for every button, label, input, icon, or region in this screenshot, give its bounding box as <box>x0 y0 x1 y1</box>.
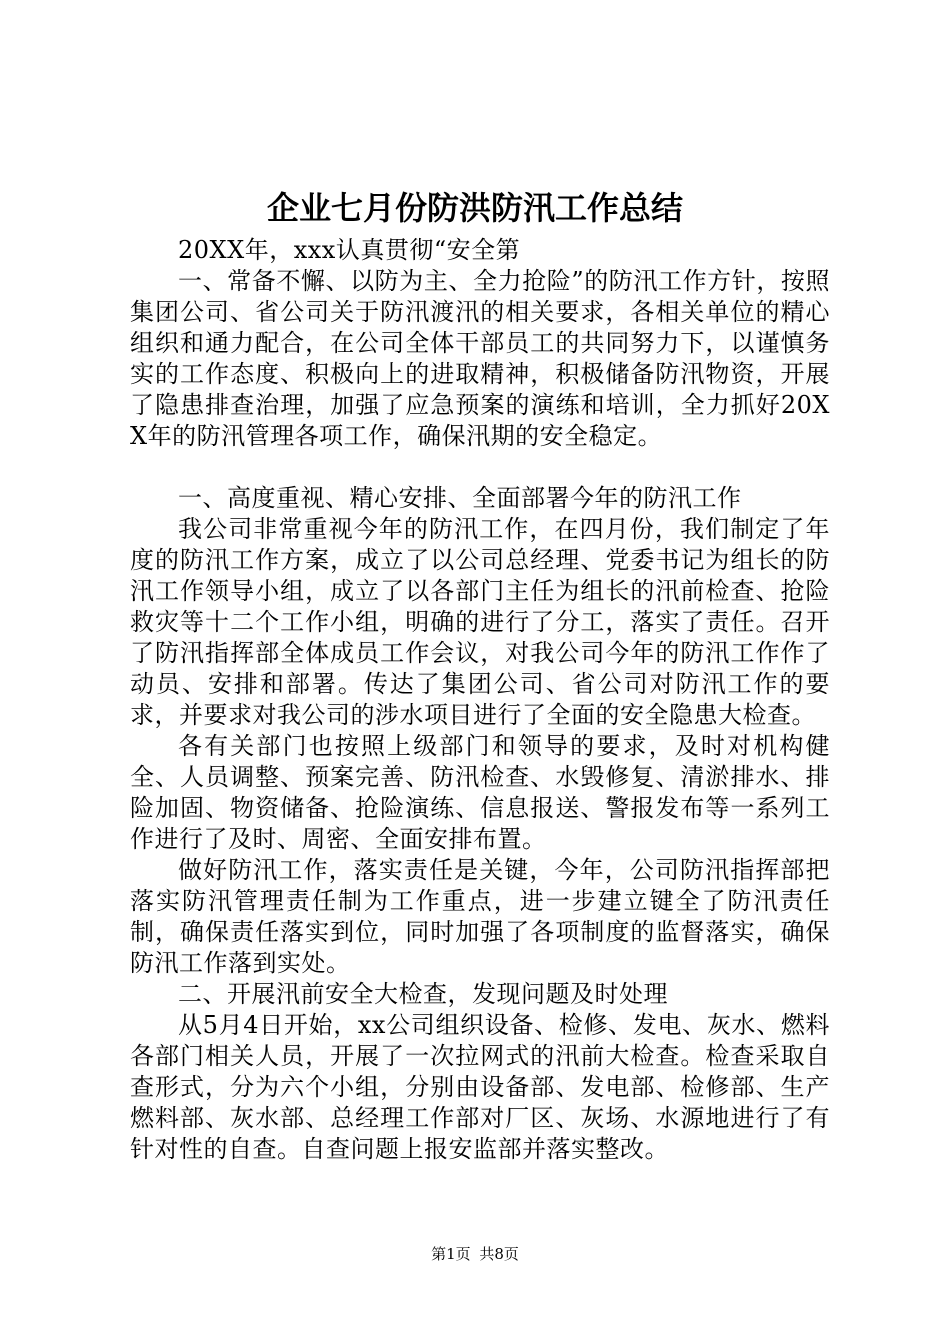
section-heading-1: 一、高度重视、精心安排、全面部署今年的防汛工作 <box>178 484 742 512</box>
paragraph-section-1-c: 做好防汛工作，落实责任是关键，今年，公司防汛指挥部把落实防汛管理责任制为工作重点，进一步建立键全了防汛责任制，确保责任落实到位，同时加强了各项制度的监督落实，确保防汛工作落到实处。 <box>130 856 830 977</box>
page-total: 共8页 <box>479 1245 519 1263</box>
document-title: 企业七月份防洪防汛工作总结 <box>266 189 683 227</box>
document-body <box>130 235 830 1165</box>
page-footer <box>0 1243 950 1265</box>
paragraph-section-2-a: 从5月4日开始，xx公司组织设备、检修、发电、灰水、燃料各部门相关人员，开展了一次拉网式的汛前大检查。检查采取自查形式，分为六个小组，分别由设备部、发电部、检修部、生产燃料部、灰水部、总经理工作部对厂区、灰场、水源地进行了有针对性的自查。自查问题上报安监部并落实整改。 <box>130 1011 830 1163</box>
paragraph-section-1-b: 各有关部门也按照上级部门和领导的要求，及时对机构健全、人员调整、预案完善、防汛检查、水毁修复、清淤排水、排险加固、物资储备、抢险演练、信息报送、警报发布等一系列工作进行了及时、周密、全面安排布置。 <box>130 732 830 853</box>
paragraph-section-1-a: 我公司非常重视今年的防汛工作，在四月份，我们制定了年度的防汛工作方案，成立了以公司总经理、党委书记为组长的防汛工作领导小组，成立了以各部门主任为组长的汛前检查、抢险救灾等十二个工作小组，明确的进行了分工，落实了责任。召开了防汛指挥部全体成员工作会议，对我公司今年的防汛工作作了动员、安排和部署。传达了集团公司、省公司对防汛工作的要求，并要求对我公司的涉水项目进行了全面的安全隐患大检查。 <box>130 515 830 729</box>
section-heading-2: 二、开展汛前安全大检查，发现问题及时处理 <box>178 980 668 1008</box>
paragraph-intro-body: 一、常备不懈、以防为主、全力抢险”的防汛工作方针，按照集团公司、省公司关于防汛渡汛的相关要求，各相关单位的精心组织和通力配合，在公司全体干部员工的共同努力下，以谨慎务实的工作态度、积极向上的进取精神，积极储备防汛物资，开展了隐患排查治理，加强了应急预案的演练和培训，全力抓好20XX年的防汛管理各项工作，确保汛期的安全稳定。 <box>130 267 830 450</box>
page-number: 第1页 <box>431 1245 471 1263</box>
paragraph-intro-line: 20XX年，xxx认真贯彻“安全第 <box>178 236 521 264</box>
